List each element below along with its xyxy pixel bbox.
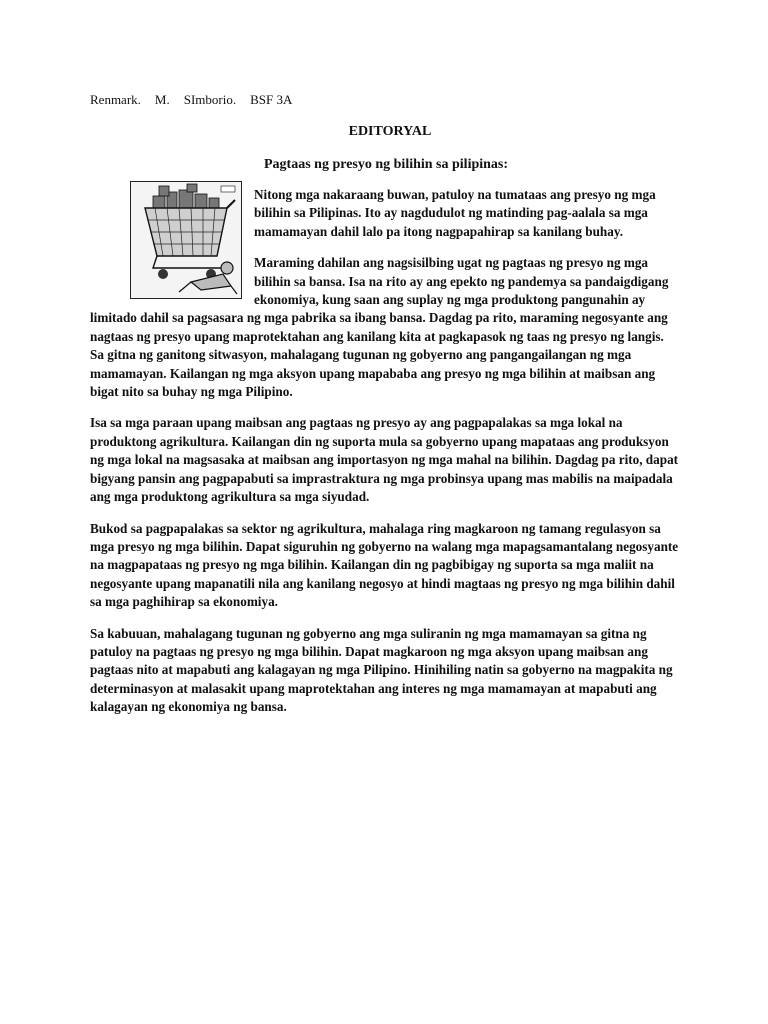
shopping-cart-icon <box>131 182 241 298</box>
author-middle-initial: M. <box>154 92 170 107</box>
editorial-body <box>90 186 680 730</box>
author-line <box>90 92 306 108</box>
paragraph-2: Maraming dahilan ang nagsisilbing ugat ng pagtaas ng presyo ng mga bilihin sa bansa. Isa na rito ay ang epekto ng pandemya sa pandaigdigang ekonomiya, kung saan ang suplay ng mga produktong pangunahin ay limitado dahil sa pagsasara ng mga pabrika sa ibang bansa. Dagdag pa rito, maraming negosyante ang nagtaas ng presyo upang maprotektahan ang kanilang kita at pagkapasok ng taas ng presyo ng langis. Sa gitna ng ganitong sitwasyon, mahalagang tugunan ng gobyerno ang pangangailangan ng mga mamamayan. Kailangan ng mga aksyon upang mapababa ang presyo ng mga bilihin at maibsan ang bigat nito sa buhay ng mga Pilipino. <box>90 255 669 400</box>
author-section: BSF 3A <box>250 92 293 107</box>
author-first-name: Renmark. <box>90 92 141 107</box>
page-title: EDITORYAL <box>348 124 432 139</box>
editorial-cartoon-image <box>130 181 242 299</box>
editorial-subtitle: Pagtaas ng presyo ng bilihin sa pilipinas: <box>264 157 509 172</box>
paragraph-5: Sa kabuuan, mahalagang tugunan ng gobyerno ang mga suliranin ng mga mamamayan sa gitna ng patuloy na pagtaas ng presyo ng mga bilihin. Dapat magkaroon ng mga aksyon upang maibsan ang pagtaas nito at mapabuti ang kalagayan ng mga Pilipino. Hinihiling natin sa gobyerno na magpakita ng determinasyon at malasakit upang maprotektahan ang interes ng mga mamamayan at mapabuti ang kalagayan ng ekonomiya ng bansa. <box>90 625 673 715</box>
paragraph-1: Nitong mga nakaraang buwan, patuloy na tumataas ang presyo ng mga bilihin sa Pilipinas. Ito ay nagdudulot ng matinding pag-aalala sa mga mamamayan dahil lalo pa itong nagpapahirap sa kanilang buhay. <box>254 187 656 239</box>
paragraph-4: Bukod sa pagpapalakas sa sektor ng agrikultura, mahalaga ring magkaroon ng tamang regulasyon sa mga presyo ng mga bilihin. Dapat siguruhin ng gobyerno na walang mga mapagsamantalang negosyante na magpapataas ng presyo ng mga bilihin. Kailangan din ng pagbibigay ng suporta sa mga maliit na negosyante upang mapanatili nila ang kanilang negosyo at hindi magtaas ng presyo ng mga bilihin dahil sa mga paghihirap sa ekonomiya. <box>90 520 679 610</box>
paragraph-3: Isa sa mga paraan upang maibsan ang pagtaas ng presyo ay ang pagpapalakas sa mga lokal na produktong agrikultura. Kailangan din ng suporta mula sa gobyerno upang mapataas ang produksyon ng mga lokal na magsasaka at maibsan ang importasyon ng mga mahal na bilihin. Dagdag pa rito, dapat bigyang pansin ang pagpapabuti sa imprastraktura ng mga probinsya upang mas mabilis na maipadala ang mga produktong agrikultura sa mga siyudad. <box>90 415 679 505</box>
author-last-name: SImborio. <box>183 92 237 107</box>
